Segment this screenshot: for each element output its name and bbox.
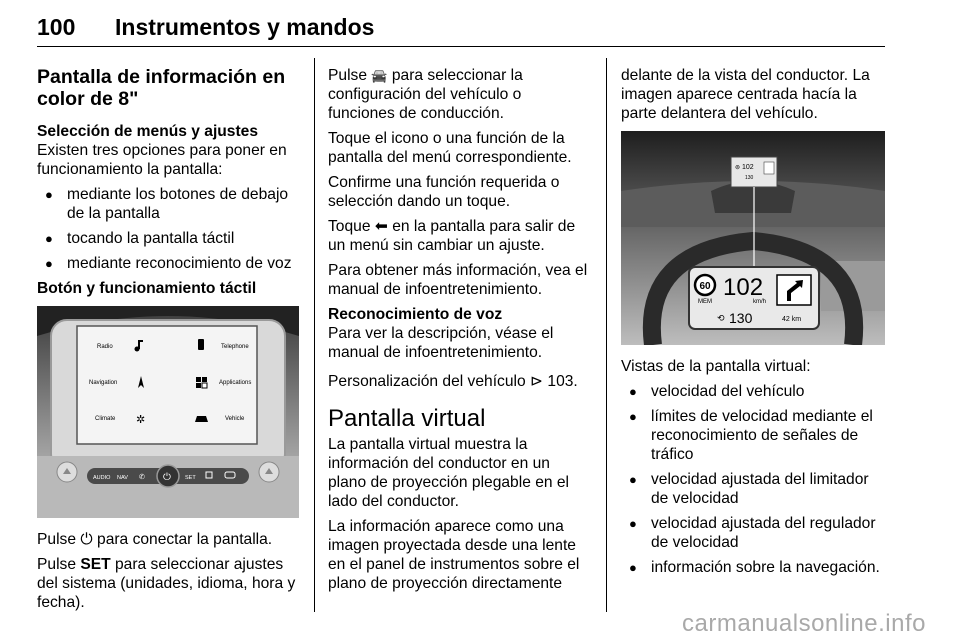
list-item: ● velocidad ajustada del limitador de velocidad [621, 470, 887, 508]
list-item: ● tocando la pantalla táctil [37, 229, 299, 248]
column-1 [37, 66, 299, 618]
phone-button-icon[interactable]: ✆ [139, 474, 145, 481]
mini-set-speed: 130 [745, 175, 754, 181]
watermark: carmanualsonline.info [682, 610, 926, 637]
mini-limit-icon: ⊚ [735, 165, 741, 171]
subheading-touch: Botón y funcionamiento táctil [37, 280, 257, 297]
fan-icon: ✲ [136, 414, 146, 426]
column-3 [621, 66, 887, 583]
manual-paragraph: Para obtener más información, vea el manual de infoentretenimiento. [328, 262, 588, 298]
menu-climate[interactable]: Climate [95, 416, 116, 422]
list-item: ● velocidad ajustada del regulador de velocidad [621, 514, 887, 552]
distance-to-turn: 42 km [782, 316, 802, 323]
chapter-title: Instrumentos y mandos [115, 14, 375, 40]
virtual-paragraph-1: La pantalla virtual muestra la información del conductor en un plano de proyección plegable en el lado del conductor. [328, 436, 570, 510]
mini-speed: 102 [742, 164, 754, 171]
menu-navigation[interactable]: Navigation [89, 380, 118, 386]
vehicle-settings-paragraph: Pulse 🚘 para seleccionar la configuración del vehículo o funciones de conducción. [328, 67, 523, 122]
back-paragraph: Toque ⬅ en la pantalla para salir de un menú sin cambiar un ajuste. [328, 218, 576, 254]
views-intro: Vistas de la pantalla virtual: [621, 358, 811, 375]
voice-paragraph: Para ver la descripción, véase el manual de infoentretenimiento. [328, 325, 554, 361]
car-icon [195, 416, 208, 422]
personalization-paragraph: Personalización del vehículo ⊳ 103. [328, 373, 578, 390]
menu-radio[interactable]: Radio [97, 344, 113, 350]
mem-label: MEM [698, 299, 712, 305]
page-number: 100 [37, 14, 76, 40]
menu-applications[interactable]: Applications [219, 380, 252, 386]
touch-icon-paragraph: Toque el icono o una función de la pantalla del menú correspondiente. [328, 130, 572, 166]
column-divider-2 [606, 58, 607, 612]
vehicle-icon: 🚘 [371, 68, 388, 83]
intro-paragraph: Existen tres opciones para poner en funcionamiento la pantalla: [37, 142, 287, 178]
subheading-menus: Selección de menús y ajustes [37, 123, 259, 140]
list-item: ● mediante los botones de debajo de la pantalla [37, 185, 299, 223]
confirm-paragraph: Confirme una función requerida o selección dando un toque. [328, 174, 560, 210]
set-paragraph: Pulse SET para seleccionar ajustes del sistema (unidades, idioma, hora y fecha). [37, 556, 296, 611]
subheading-voice: Reconocimiento de voz [328, 306, 503, 323]
nav-button[interactable]: NAV [117, 475, 128, 481]
vehicle-speed: 102 [723, 274, 764, 301]
menu-telephone[interactable]: Telephone [221, 344, 249, 350]
speed-unit: km/h [753, 299, 767, 305]
section-heading-virtual-display: Pantalla virtual [328, 405, 486, 432]
power-icon: ⏻ [163, 472, 171, 483]
menu-vehicle[interactable]: Vehicle [225, 416, 245, 422]
virtual-paragraph-2: La información aparece como una imagen proyectada desde una lente en el panel de instrumentos sobre el plano de proyección directamente [328, 518, 580, 592]
views-list [621, 382, 887, 577]
section-heading-color-display: Pantalla de información en color de 8" [37, 66, 286, 110]
audio-button[interactable]: AUDIO [93, 475, 111, 481]
column-2 [328, 66, 592, 599]
power-paragraph: Pulse ⏻ para conectar la pantalla. [37, 531, 273, 548]
page-reference-icon: ⊳ [529, 373, 544, 390]
back-arrow-icon: ⬅ [374, 218, 388, 235]
list-item: ● límites de velocidad mediante el reconocimiento de señales de tráfico [621, 407, 887, 464]
speed-limit-value: 60 [699, 281, 711, 292]
list-item: ● mediante reconocimiento de voz [37, 254, 299, 273]
set-button[interactable]: SET [185, 475, 196, 481]
column-divider-1 [314, 58, 315, 612]
infotainment-photo [37, 306, 299, 518]
page-header [37, 6, 885, 47]
phone-icon [198, 339, 204, 350]
list-item: ● velocidad del vehículo [621, 382, 887, 401]
continuation-paragraph: delante de la vista del conductor. La imagen aparece centrada hacía la parte delantera del vehículo. [621, 67, 870, 122]
set-speed: 130 [729, 310, 753, 326]
cruise-control-icon: ⟲ [717, 313, 725, 323]
list-item: ● información sobre la navegación. [621, 558, 887, 577]
head-up-display-photo [621, 131, 885, 345]
options-list [37, 185, 299, 273]
power-icon: ⏻ [80, 531, 93, 548]
